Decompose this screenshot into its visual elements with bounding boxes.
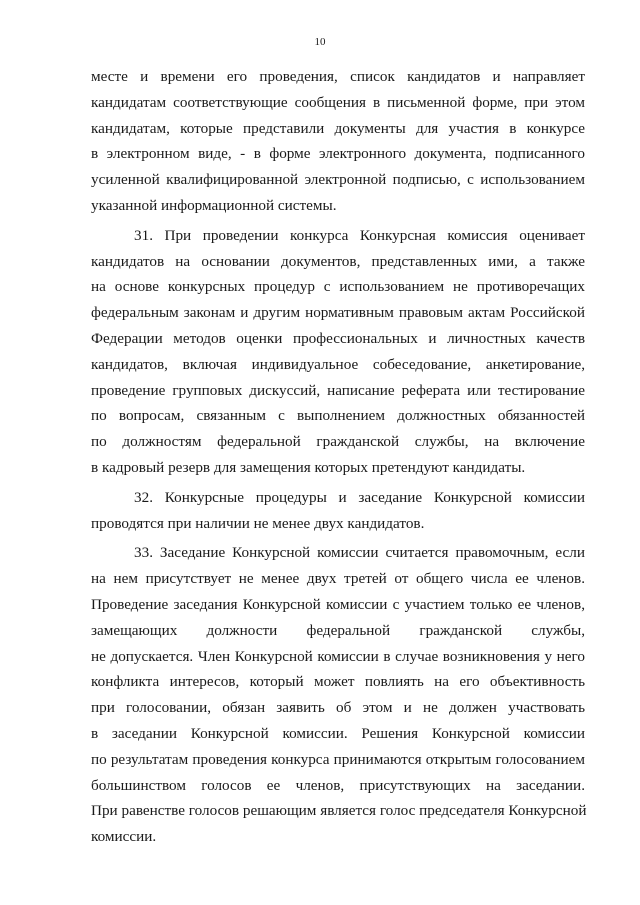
text-line: 33. Заседание Конкурсной комиссии считается правомочным, если	[134, 544, 585, 562]
paragraph-33	[91, 540, 585, 850]
document-body	[91, 64, 585, 850]
text-line: по результатам проведения конкурса принимаются открытым голосованием	[91, 750, 585, 768]
paragraph-31	[91, 223, 585, 481]
text-line: месте и времени его проведения, список кандидатов и направляет	[91, 68, 585, 85]
text-line: большинством голосов ее членов, присутствующих на заседании.	[91, 776, 585, 794]
paragraph-continuation	[91, 64, 585, 219]
text-line: кандидатам соответствующие сообщения в письменной форме, при этом	[91, 93, 585, 111]
text-line: Проведение заседания Конкурсной комиссии с участием только ее членов,	[91, 595, 585, 613]
text-line: кандидатам, которые представили документы для участия в конкурсе	[91, 119, 585, 137]
text-line: указанной информационной системы.	[91, 196, 337, 214]
text-line: 31. При проведении конкурса Конкурсная комиссия оценивает	[134, 226, 585, 244]
text-line: конфликта интересов, который может повлиять на его объективность	[91, 673, 585, 691]
text-line: в кадровый резерв для замещения которых претендуют кандидаты.	[91, 458, 526, 476]
text-line: Федерации методов оценки профессиональных и личностных качеств	[91, 329, 585, 347]
text-line: замещающих должности федеральной гражданской службы,	[91, 621, 585, 639]
text-line: кандидатов, включая индивидуальное собеседование, анкетирование,	[91, 355, 585, 373]
text-line: в заседании Конкурсной комиссии. Решения Конкурсной комиссии	[91, 724, 585, 742]
text-line: на основе конкурсных процедур с использованием не противоречащих	[91, 278, 585, 296]
paragraph-32	[91, 485, 585, 537]
text-line: проводятся при наличии не менее двух кандидатов.	[91, 514, 425, 532]
text-line: в электронном виде, - в форме электронного документа, подписанного	[91, 145, 585, 163]
text-line: 32. Конкурсные процедуры и заседание Конкурсной комиссии	[134, 488, 585, 506]
text-line: При равенстве голосов решающим является голос председателя Конкурсной	[91, 802, 587, 820]
page-number: 10	[314, 36, 326, 48]
text-line: федеральным законам и другим нормативным правовым актам Российской	[91, 304, 585, 322]
text-line: кандидатов на основании документов, представленных ими, а также	[91, 252, 585, 270]
text-line: усиленной квалифицированной электронной подписью, с использованием	[91, 171, 585, 189]
text-line: на нем присутствует не менее двух третей от общего числа ее членов.	[91, 570, 585, 588]
text-line: не допускается. Член Конкурсной комиссии в случае возникновения у него	[91, 647, 585, 665]
text-line: проведение групповых дискуссий, написание реферата или тестирование	[91, 381, 585, 399]
text-line: по должностям федеральной гражданской службы, на включение	[91, 433, 585, 451]
text-line: при голосовании, обязан заявить об этом и не должен участвовать	[91, 699, 585, 717]
text-line: по вопросам, связанным с выполнением должностных обязанностей	[91, 407, 585, 425]
text-line: комиссии.	[91, 828, 157, 846]
